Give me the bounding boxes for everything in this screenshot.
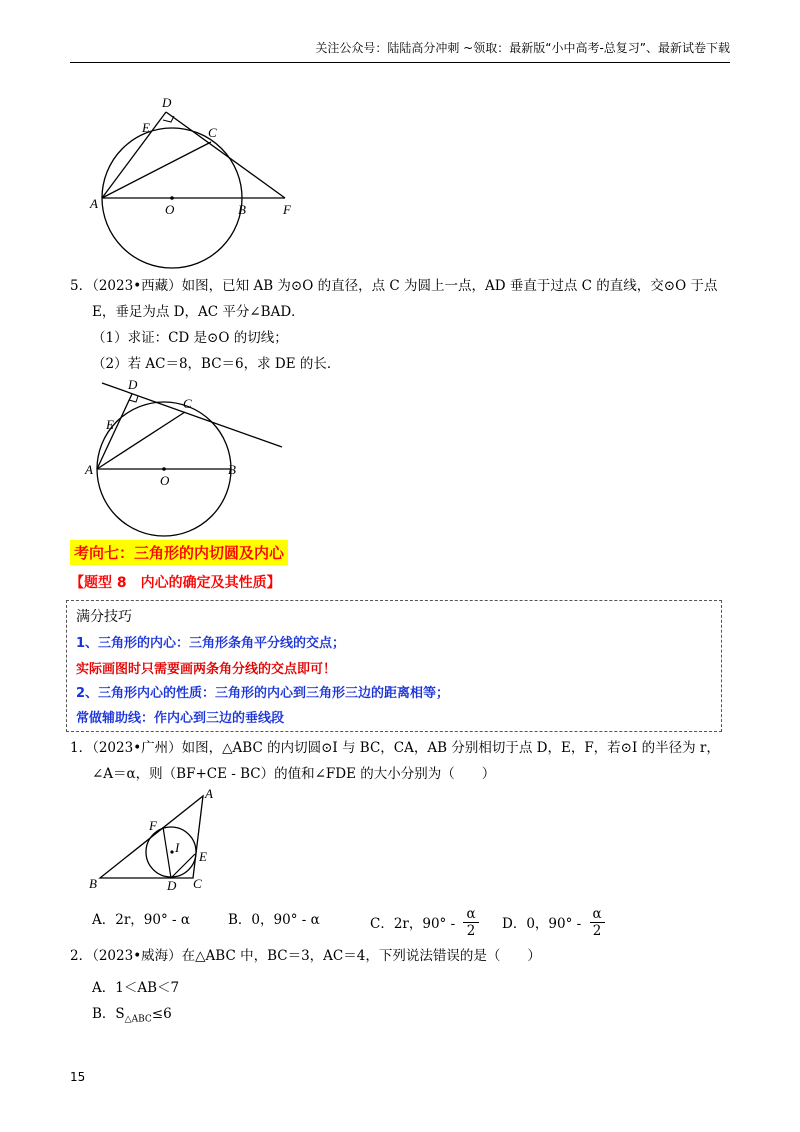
label-C: C [208,125,217,140]
type-title: 【题型 8 内心的确定及其性质】 [70,575,281,591]
q2-option-a: A．1＜AB＜7 [92,980,180,996]
page-header: 关注公众号：陆陆高分冲刺 ~领取：最新版“小中高考-总复习”、最新试卷下载 [315,41,730,55]
q5-line1: 5．（2023•西藏）如图，已知 AB 为⊙O 的直径，点 C 为圆上一点，AD 垂直于过点 C 的直线，交⊙O 于点 [70,278,718,294]
tip-line-4: 常做辅助线：作内心到三边的垂线段 [76,711,285,726]
header-divider [70,62,730,63]
label-E: E [142,120,150,135]
page-number: 15 [70,1070,86,1084]
q1-option-c [370,908,479,941]
tip-line-3: 2、三角形内心的性质：三角形的内心到三角形三边的距离相等； [76,686,450,701]
tip-line-1: 1、三角形的内心：三角形条角平分线的交点； [76,636,346,651]
label-F: F [283,202,291,217]
q1-line2: ∠A＝α，则（BF+CE - BC）的值和∠FDE 的大小分别为（ ） [92,766,496,782]
q2-option-b-suffix: ≤6 [151,1006,172,1022]
q1-option-b: B．0，90° - α [228,912,320,928]
q2-option-b-sub: △ABC [124,1014,152,1025]
q5-line2: E，垂足为点 D，AC 平分∠BAD． [92,304,305,320]
label-D: D [167,878,177,893]
label-B: B [238,202,246,217]
figure-circle-tangent-1 [80,90,310,270]
label-D: D [128,377,138,392]
q1-option-c-fraction [463,906,478,939]
figure-incircle [85,784,235,894]
label-B: B [228,462,236,477]
q2-option-b [92,1002,172,1025]
label-A: A [90,196,98,211]
tips-title: 满分技巧 [76,609,132,625]
q1-option-d-fraction [590,906,605,939]
section-title: 考向七：三角形的内切圆及内心 [70,540,288,565]
label-I: I [175,840,180,855]
label-F: F [149,818,157,833]
label-D: D [162,95,172,110]
q1-line1: 1．（2023•广州）如图，△ABC 的内切圆⊙I 与 BC，CA，AB 分别相切于点 D，E，F，若⊙I 的半径为 r， [70,740,720,756]
label-O: O [165,202,175,217]
label-A: A [85,462,93,477]
label-A: A [205,786,213,801]
fraction-denominator: 2 [466,923,476,939]
q5-part2: （2）若 AC＝8，BC＝6，求 DE 的长． [92,356,341,372]
q2-line1: 2．（2023•威海）在△ABC 中，BC＝3，AC＝4，下列说法错误的是（ ） [70,948,541,964]
label-B: B [89,876,97,891]
label-C: C [183,396,192,411]
q1-option-a: A．2r，90° - α [92,912,190,928]
q2-option-b-prefix: B．S [92,1006,125,1022]
q1-option-d-text: D．0，90° - [502,916,582,932]
tip-line-2: 实际画图时只需要画两条角分线的交点即可！ [76,662,337,677]
fraction-denominator: 2 [592,923,602,939]
q1-option-d [502,908,605,941]
label-E: E [199,849,207,864]
fraction-numerator: α [590,906,605,923]
figure-circle-tangent-2 [80,372,300,537]
fraction-numerator: α [463,906,478,923]
label-C: C [193,876,202,891]
q5-part1: （1）求证：CD 是⊙O 的切线； [92,330,288,346]
label-E: E [106,417,114,432]
label-O: O [160,473,170,488]
q1-option-c-text: C．2r，90° - [370,916,456,932]
